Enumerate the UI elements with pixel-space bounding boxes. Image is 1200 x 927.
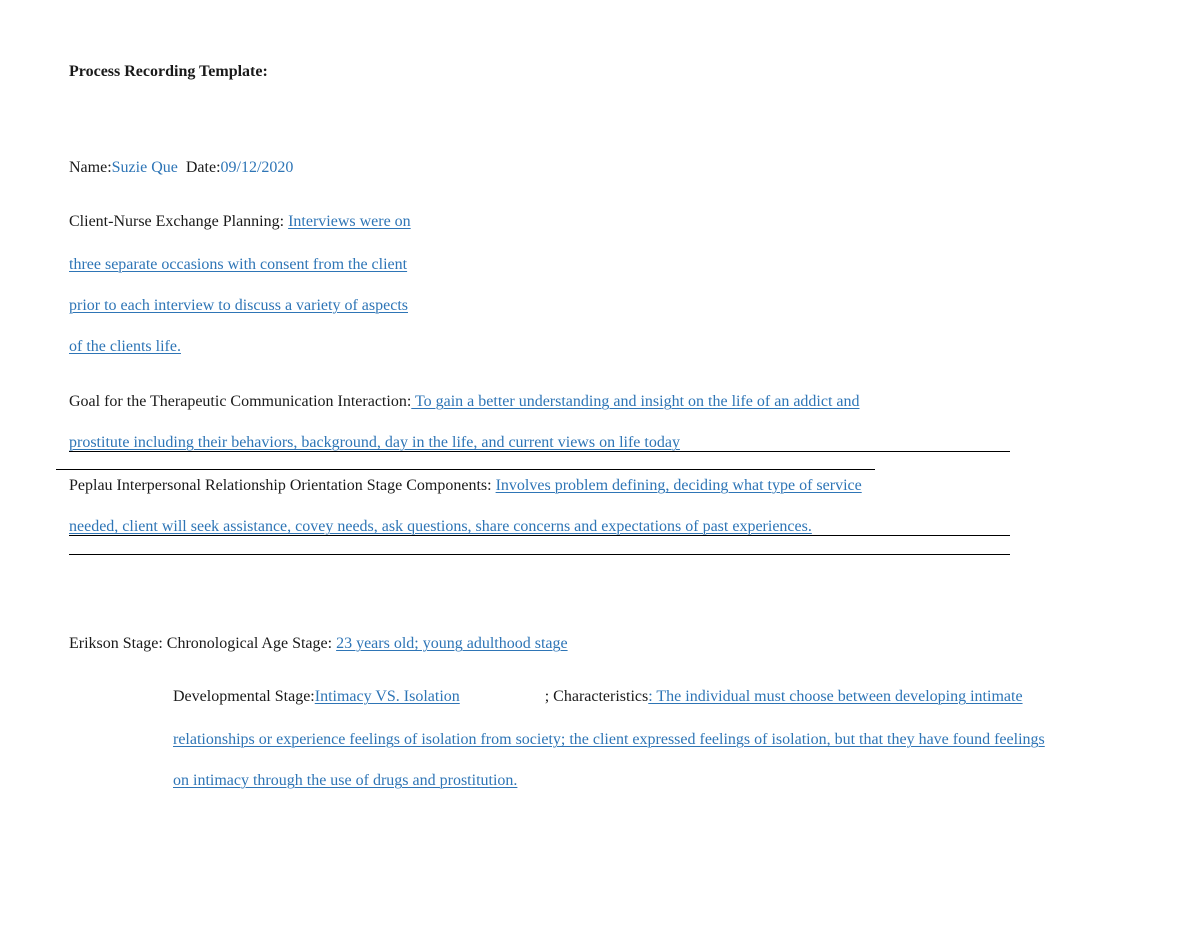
goal-text: prostitute including their behaviors, background, day in the life, and current views on life today bbox=[69, 434, 680, 451]
date-value: 09/12/2020 bbox=[220, 159, 294, 176]
char-text: : The individual must choose between developing intimate bbox=[648, 688, 1023, 705]
peplau-text: needed, client will seek assistance, covey needs, ask questions, share concerns and expectations of past experiences. bbox=[69, 518, 812, 535]
peplau-text: Involves problem defining, deciding what type of service bbox=[495, 477, 862, 494]
char-text: on intimacy through the use of drugs and prostitution. bbox=[173, 772, 518, 789]
divider-rule bbox=[69, 554, 1010, 555]
goal-label: Goal for the Therapeutic Communication Interaction: bbox=[69, 393, 412, 410]
char-label: ; Characteristics bbox=[544, 688, 649, 705]
underline-rule bbox=[69, 451, 1010, 452]
developmental-line bbox=[173, 687, 1023, 707]
name-label: Name: bbox=[69, 159, 112, 176]
underline-rule bbox=[69, 535, 1010, 536]
goal-text: To gain a better understanding and insight on the life of an addict and bbox=[411, 393, 860, 410]
name-value: Suzie Que bbox=[111, 159, 178, 176]
document-title: Process Recording Template: bbox=[69, 63, 268, 80]
planning-text: of the clients life. bbox=[69, 338, 181, 355]
date-label: Date: bbox=[185, 159, 221, 176]
goal-line-1 bbox=[69, 392, 860, 412]
planning-text: three separate occasions with consent from the client bbox=[69, 256, 408, 273]
erikson-label: Erikson Stage: Chronological Age Stage: bbox=[69, 635, 337, 652]
dev-label: Developmental Stage: bbox=[173, 688, 315, 705]
planning-label: Client-Nurse Exchange Planning: bbox=[69, 213, 289, 230]
peplau-line-1 bbox=[69, 476, 862, 496]
planning-text: prior to each interview to discuss a variety of aspects bbox=[69, 297, 408, 314]
erikson-line bbox=[69, 634, 568, 654]
divider-rule bbox=[56, 469, 875, 470]
name-date-line bbox=[69, 158, 293, 178]
peplau-label: Peplau Interpersonal Relationship Orientation Stage Components: bbox=[69, 477, 496, 494]
planning-text: Interviews were on bbox=[288, 213, 411, 230]
erikson-value: 23 years old; young adulthood stage bbox=[336, 635, 568, 652]
planning-line-1 bbox=[69, 212, 411, 232]
dev-value: Intimacy VS. Isolation bbox=[314, 688, 460, 705]
char-text: relationships or experience feelings of isolation from society; the client expressed feelings of isolation, but that they have found feelings bbox=[173, 731, 1045, 748]
